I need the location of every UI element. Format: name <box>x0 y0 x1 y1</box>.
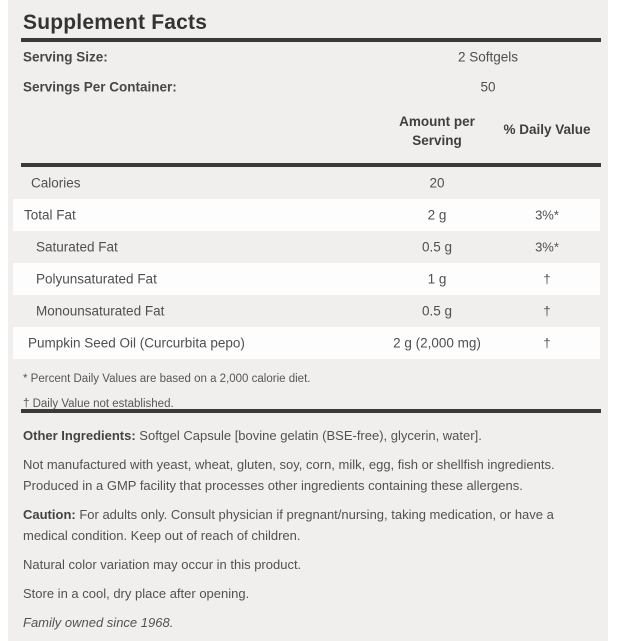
nutrient-name: Polyunsaturated Fat <box>36 271 157 287</box>
nutrient-amount: 1 g <box>427 271 447 287</box>
footnote-dagger: † Daily Value not established. <box>23 398 174 410</box>
footnote-daily-values: * Percent Daily Values are based on a 2,000 calorie diet. <box>23 373 311 385</box>
caution-label: Caution: <box>23 507 76 522</box>
serving-size-row <box>8 42 608 72</box>
serving-size-value: 2 Softgels <box>457 49 519 65</box>
table-row-saturated-fat <box>13 231 600 263</box>
allergen-statement: Not manufactured with yeast, wheat, gluten, soy, corn, milk, egg, fish or shellfish ingredients. Produced in a GMP facility that processes other ingredients containing these allergens. <box>23 457 555 493</box>
other-ingredients-text: Softgel Capsule [bovine gelatin (BSE-free), glycerin, water]. <box>135 428 482 443</box>
nutrient-name: Pumpkin Seed Oil (Curcurbita pepo) <box>28 335 245 351</box>
column-header-amount: Amount per Serving <box>399 114 475 148</box>
servings-per-container-value: 50 <box>480 79 496 95</box>
storage-note: Store in a cool, dry place after opening. <box>23 586 250 601</box>
other-ingredients-paragraph <box>23 425 598 446</box>
caution-paragraph <box>23 504 598 546</box>
serving-size-label: Serving Size: <box>23 49 108 65</box>
nutrient-name: Calories <box>31 175 81 191</box>
color-variation-note: Natural color variation may occur in this product. <box>23 557 302 572</box>
nutrient-amount: 0.5 g <box>421 303 453 319</box>
nutrient-daily-value: 3%* <box>535 207 559 223</box>
nutrient-name: Monounsaturated Fat <box>36 303 165 319</box>
table-row-calories <box>13 167 600 199</box>
table-row-polyunsaturated-fat <box>13 263 600 295</box>
servings-per-container-label: Servings Per Container: <box>23 79 177 95</box>
other-ingredients-label: Other Ingredients: <box>23 428 136 443</box>
nutrient-daily-value: † <box>543 271 551 287</box>
nutrient-name: Saturated Fat <box>36 239 118 255</box>
nutrient-amount: 2 g <box>427 207 447 223</box>
caution-text: For adults only. Consult physician if pregnant/nursing, taking medication, or have a medical condition. Keep out of reach of children. <box>23 507 554 543</box>
panel-title: Supplement Facts <box>23 11 208 34</box>
column-header-daily-value: % Daily Value <box>503 122 591 137</box>
nutrient-amount: 2 g (2,000 mg) <box>393 335 481 351</box>
nutrient-daily-value: 3%* <box>535 239 559 255</box>
table-footnotes <box>8 359 608 409</box>
nutrient-table <box>8 167 600 359</box>
supplement-facts-panel <box>8 0 608 641</box>
table-row-total-fat <box>13 199 600 231</box>
servings-per-container-row <box>8 72 608 102</box>
info-paragraphs <box>8 413 608 633</box>
nutrient-name: Total Fat <box>24 207 76 223</box>
nutrient-daily-value: † <box>543 335 551 351</box>
table-row-monounsaturated-fat <box>13 295 600 327</box>
table-row-pumpkin-seed-oil <box>13 327 600 359</box>
nutrient-amount: 20 <box>429 175 445 191</box>
family-owned-tagline: Family owned since 1968. <box>23 615 174 630</box>
nutrient-daily-value: † <box>543 303 551 319</box>
table-column-headers <box>8 102 608 163</box>
nutrient-amount: 0.5 g <box>421 239 453 255</box>
